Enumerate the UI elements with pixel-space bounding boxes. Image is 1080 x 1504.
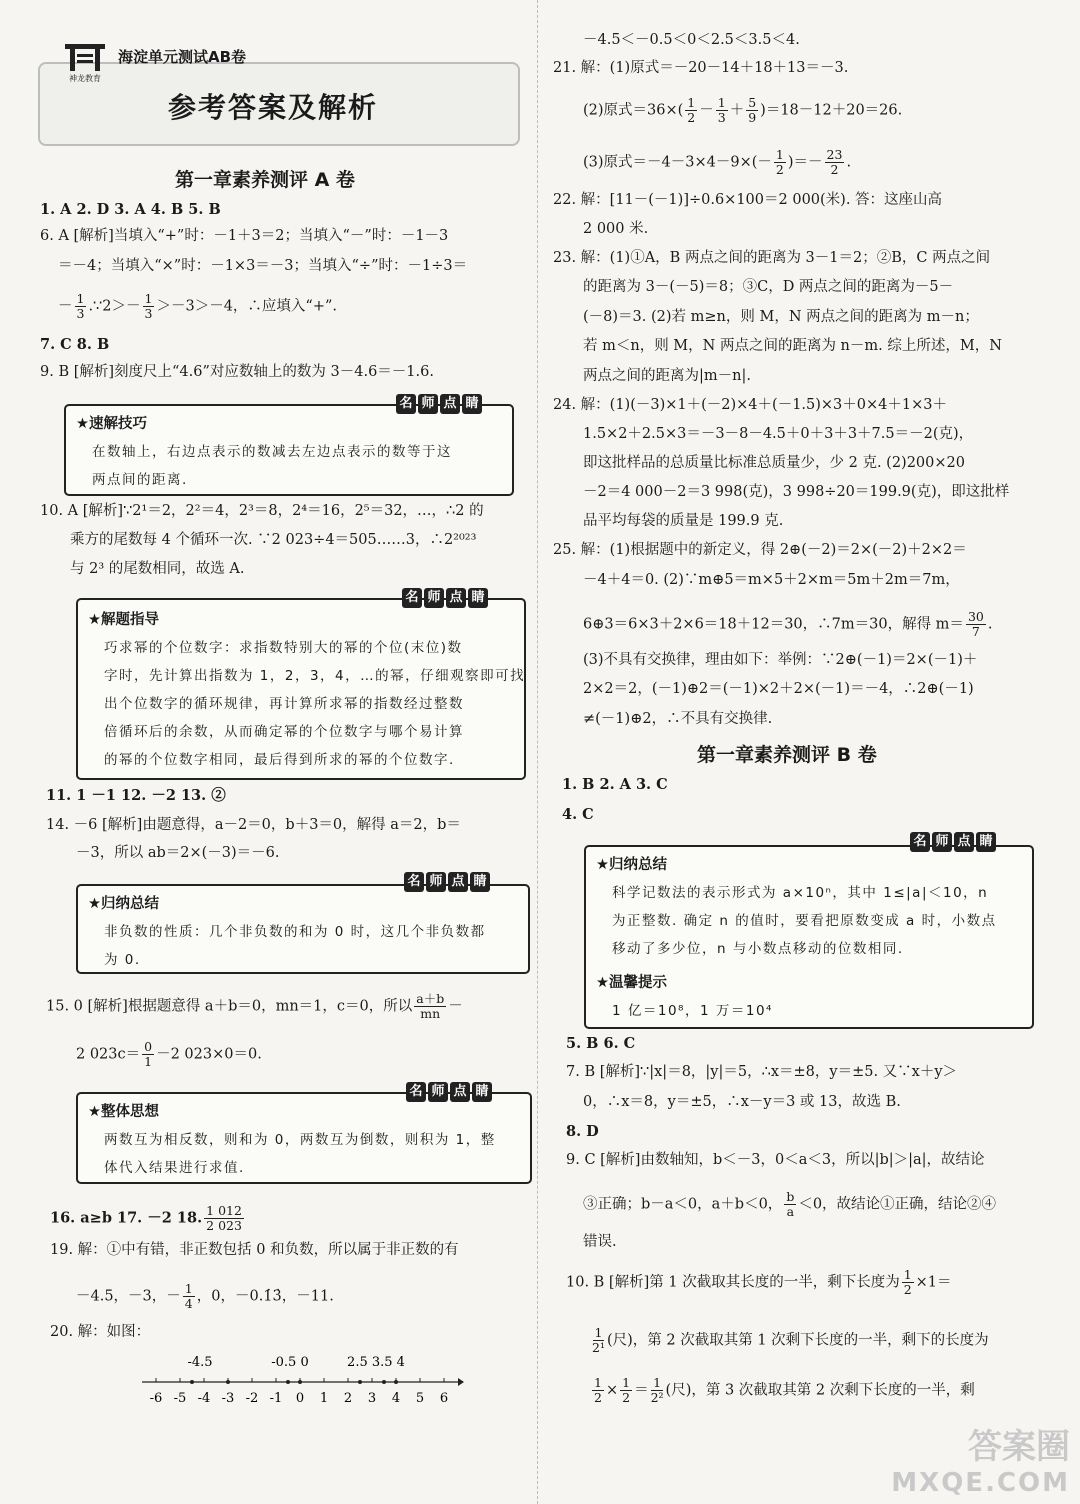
numline-label: 2.5 3.5 4	[347, 1355, 405, 1370]
numline-point	[286, 1380, 290, 1384]
answer-b-q7-line1: 7. B [解析]∵|x|＝8，|y|＝5，∴x＝±8，y＝±5. 又∵x＋y＞	[566, 1064, 958, 1080]
answer-b-q8: 8. D	[566, 1123, 599, 1140]
answer-q21-line1: 21. 解：(1)原式＝－20－14＋18＋13＝－3.	[553, 60, 849, 76]
numline-point	[382, 1380, 386, 1384]
answer-b-q5-6: 5. B 6. C	[566, 1035, 636, 1052]
numline-label: -4.5	[187, 1355, 213, 1370]
teacher-badge: 名 师 点 睛	[406, 1082, 492, 1104]
answer-q23-line4: 若 m＜n，则 M，N 两点之间的距离为 n－m. 综上所述，M，N	[583, 338, 1002, 354]
answer-q7-8: 7. C 8. B	[40, 336, 110, 353]
tip-box-text: 在数轴上，右边点表示的数减去左边点表示的数等于这	[92, 444, 452, 460]
answer-q6-line1: 6. A [解析]当填入“+”时：－1＋3＝2；当填入“－”时：－1－3	[40, 228, 449, 244]
numline-point	[190, 1380, 194, 1384]
answer-q10-line3: 与 2³ 的尾数相同，故选 A.	[70, 561, 245, 577]
answer-q14-line2: －3，所以 ab＝2×(－3)＝－6.	[76, 845, 280, 861]
tip-box-heading: ★温馨提示	[596, 975, 667, 991]
numline-tick-label: -4	[197, 1391, 211, 1406]
answer-q22-line1: 22. 解：[11－(－1)]÷0.6×100＝2 000(米). 答：这座山高	[553, 192, 943, 208]
answer-b-q9-line3: 错误.	[583, 1234, 617, 1250]
tip-box-text: 科学记数法的表示形式为 a×10ⁿ，其中 1≤|a|＜10，n	[612, 885, 989, 901]
answer-q22-line2: 2 000 米.	[583, 221, 649, 237]
brand-title: 海淀单元测试AB卷	[118, 48, 247, 66]
answer-b-q9-line1: 9. C [解析]由数轴知，b＜－3，0＜a＜3，所以|b|＞|a|，故结论	[566, 1152, 985, 1168]
numline-point	[226, 1380, 230, 1384]
numline-point	[394, 1380, 398, 1384]
tip-box-heading: ★归纳总结	[88, 896, 159, 912]
answer-q14-line1: 14. －6 [解析]由题意得，a－2＝0，b＋3＝0，解得 a＝2，b＝	[46, 817, 461, 833]
numline-tick-label: 4	[391, 1391, 401, 1406]
answer-q23-line1: 23. 解：(1)①A，B 两点之间的距离为 3－1＝2；②B，C 两点之间	[553, 250, 991, 266]
answer-q21-line3: (3)原式＝－4－3×4－9×(－ $\frac{1}{2}$ )＝－ $\frac{23}{2}$ .	[583, 147, 852, 177]
tip-box-text: 的幂的个位数字相同，最后得到所求的幂的个位数字.	[104, 752, 455, 768]
answer-q19-line1: 19. 解：①中有错，非正数包括 0 和负数，所以属于非正数的有	[50, 1242, 459, 1258]
watermark-logo: 答案圈	[968, 1427, 1070, 1467]
tip-box-holistic	[76, 1092, 532, 1184]
answer-b-q10-line3: $\frac{1}{2}$ × $\frac{1}{2}$ ＝ $\frac{1}{\text{2²}}$ (尺)，第 3 次截取其第 2 次剩下长度的一半，剩	[594, 1375, 975, 1405]
svg-text:神龙教育: 神龙教育	[69, 74, 101, 83]
tip-box-text: 两数互为相反数，则和为 0，两数互为倒数，则积为 1，整	[104, 1132, 496, 1148]
teacher-badge: 名 师 点 睛	[404, 872, 490, 894]
section-title-a: 第一章素养测评 A 卷	[175, 169, 355, 191]
tip-box-science-notation	[584, 845, 1034, 1029]
answer-q15-line1: 15. 0 [解析]根据题意得 a＋b＝0，mn＝1，c＝0，所以 $\frac{a+b}{mn}$ －	[46, 991, 463, 1021]
tip-box-text: 两点间的距离.	[92, 472, 188, 488]
tip-box-text: 为正整数. 确定 n 的值时，要看把原数变成 a 时，小数点	[612, 913, 997, 929]
answer-q25-line2: －4＋4＝0. (2)∵m⊕5＝m×5＋2×m＝5m＋2m＝7m，	[583, 572, 960, 588]
answer-b-q10-line2: $\frac{1}{\text{2¹}}$ (尺)，第 2 次截取其第 1 次剩下长度的一半，剩下的长度为	[592, 1325, 989, 1355]
answer-q21-line2: (2)原式＝36×( $\frac{1}{2}$ － $\frac{1}{3}$ ＋ $\frac{5}{9}$ )＝18－12＋20＝26.	[583, 95, 903, 125]
numline-tick-label: -2	[245, 1391, 259, 1406]
answer-q11-13: 11. 1 －1 12. －2 13. ②	[46, 787, 226, 804]
numline-point	[358, 1380, 362, 1384]
section-title-b: 第一章素养测评 B 卷	[697, 744, 877, 766]
answer-q23-line5: 两点之间的距离为|m－n|.	[583, 368, 751, 384]
numline-label: -0.5 0	[271, 1355, 309, 1370]
tip-box-summary	[76, 884, 530, 974]
answer-q25-line1: 25. 解：(1)根据题中的新定义，得 2⊕(－2)＝2×(－2)＋2×2＝	[553, 542, 967, 558]
answer-b-q4: 4. C	[562, 806, 594, 823]
watermark	[891, 1419, 1070, 1498]
numline-tick-label: 1	[319, 1391, 329, 1406]
answer-q24-line1: 24. 解：(1)(－3)×1＋(－2)×4＋(－1.5)×3＋0×4＋1×3＋	[553, 397, 947, 413]
numline-tick-label: 0	[295, 1391, 305, 1406]
answer-b-q7-line2: 0，∴x＝8，y＝±5，∴x－y＝3 或 13，故选 B.	[583, 1094, 901, 1110]
page-title: 参考答案及解析	[168, 91, 379, 124]
answer-q20: 20. 解：如图：	[50, 1324, 151, 1340]
answer-q24-line2: 1.5×2＋2.5×3＝－3－8－4.5＋0＋3＋3＋7.5＝－2(克)，	[583, 426, 974, 442]
answer-q24-line4: －2＝4 000－2＝3 998(克)，3 998÷20＝199.9(克)，即这批样	[583, 484, 1010, 500]
answer-q15-line2: 2 023c＝ $\frac{0}{1}$ －2 023×0＝0.	[76, 1039, 262, 1069]
answer-q10-line2: 乘方的尾数每 4 个循环一次. ∵2 023÷4＝505……3，∴2²⁰²³	[70, 532, 477, 548]
numline-tick-label: 5	[415, 1391, 425, 1406]
number-line-figure	[138, 1352, 464, 1410]
tip-box-heading: ★整体思想	[88, 1104, 159, 1120]
numline-tick-label: -5	[173, 1391, 187, 1406]
answer-q24-line5: 品平均每袋的质量是 199.9 克.	[583, 513, 784, 529]
column-divider	[537, 0, 538, 1504]
answer-q23-line3: (－8)＝3. (2)若 m≥n，则 M，N 两点之间的距离为 m－n；	[583, 309, 979, 325]
answer-q6-line3: － $\frac{1}{3}$ .∵2＞－ $\frac{1}{3}$ ＞－3＞－4，∴应填入“+”.	[58, 291, 338, 321]
teacher-badge: 名 师 点 睛	[402, 588, 488, 610]
answer-q20-order: －4.5＜－0.5＜0＜2.5＜3.5＜4.	[583, 32, 800, 48]
numline-point	[298, 1380, 302, 1384]
numline-tick-label: -3	[221, 1391, 235, 1406]
answer-b-q9-line2: ③正确；b－a＜0，a＋b＜0， $\frac{b}{a}$ ＜0，故结论①正确，结论②④	[583, 1189, 997, 1219]
tip-box-heading: ★速解技巧	[76, 416, 147, 432]
tip-box-guide	[76, 598, 526, 780]
tip-box-text: 非负数的性质：几个非负数的和为 0 时，这几个非负数都	[104, 924, 486, 940]
tip-box-text: 移动了多少位，n 与小数点移动的位数相同.	[612, 941, 904, 957]
answer-q16-18: 16. a≥b 17. －2 18. $\frac{1 012}{2 023}$	[50, 1203, 242, 1233]
answer-q25-line4: (3)不具有交换律，理由如下：举例：∵2⊕(－1)＝2×(－1)＋	[583, 652, 978, 668]
tip-box-text: 为 0.	[104, 952, 141, 968]
answer-q9: 9. B [解析]刻度尺上“4.6”对应数轴上的数为 3－4.6＝－1.6.	[40, 364, 434, 380]
answer-q25-line5: 2×2＝2，(－1)⊕2＝(－1)×2＋2×(－1)＝－4，∴2⊕(－1)	[583, 681, 974, 697]
tip-box-text: 体代入结果进行求值.	[104, 1160, 245, 1176]
numline-tick-label: -1	[269, 1391, 283, 1406]
tip-box-text: 倍循环后的余数，从而确定幂的个位数字与哪个易计算	[104, 724, 464, 740]
brand-logo-icon	[62, 40, 108, 84]
answer-q24-line3: 即这批样品的总质量比标准总质量少，少 2 克. (2)200×20	[583, 455, 965, 471]
numline-tick-label: 3	[367, 1391, 377, 1406]
answer-q6-line2: ＝－4；当填入“×”时：－1×3＝－3；当填入“÷”时：－1÷3＝	[58, 258, 468, 274]
tip-box-heading: ★解题指导	[88, 612, 159, 628]
tip-box-heading: ★归纳总结	[596, 857, 667, 873]
teacher-badge: 名 师 点 睛	[396, 394, 482, 416]
teacher-badge: 名 师 点 睛	[910, 832, 996, 854]
answer-q25-line3: 6⊕3＝6×3＋2×6＝18＋12＝30，∴7m＝30，解得 m＝ $\frac{30}{7}$ .	[583, 609, 993, 639]
answer-q1-5: 1. A 2. D 3. A 4. B 5. B	[40, 201, 221, 218]
answer-b-q1-3: 1. B 2. A 3. C	[562, 776, 668, 793]
answer-q10-line1: 10. A [解析]∵2¹＝2，2²＝4，2³＝8，2⁴＝16，2⁵＝32，…，∴2 的	[40, 503, 484, 519]
answer-q23-line2: 的距离为 3－(－5)＝8；③C，D 两点之间的距离为－5－	[583, 279, 954, 295]
numline-tick-label: 2	[343, 1391, 353, 1406]
answer-q19-line2: －4.5，－3，－ $\frac{1}{4}$ ，0，－0.1̇3̇，－11.	[76, 1281, 334, 1311]
tip-box-text: 1 亿＝10⁸，1 万＝10⁴	[612, 1003, 773, 1019]
tip-box-text: 巧求幂的个位数字：求指数特别大的幂的个位(末位)数	[104, 640, 463, 656]
tip-box-text: 出个位数字的循环规律，再计算所求幂的指数经过整数	[104, 696, 464, 712]
tip-box-speed	[64, 404, 514, 496]
numline-tick-label: -6	[149, 1391, 163, 1406]
numline-tick-label: 6	[439, 1391, 449, 1406]
answer-b-q10-line1: 10. B [解析]第 1 次截取其长度的一半，剩下长度为 $\frac{1}{2}$ ×1＝	[566, 1267, 952, 1297]
watermark-url: MXQE.COM	[891, 1468, 1070, 1498]
answer-q25-line6: ≠(－1)⊕2，∴不具有交换律.	[583, 711, 773, 727]
tip-box-text: 字时，先计算出指数为 1，2，3，4，…的幂，仔细观察即可找	[104, 668, 526, 684]
